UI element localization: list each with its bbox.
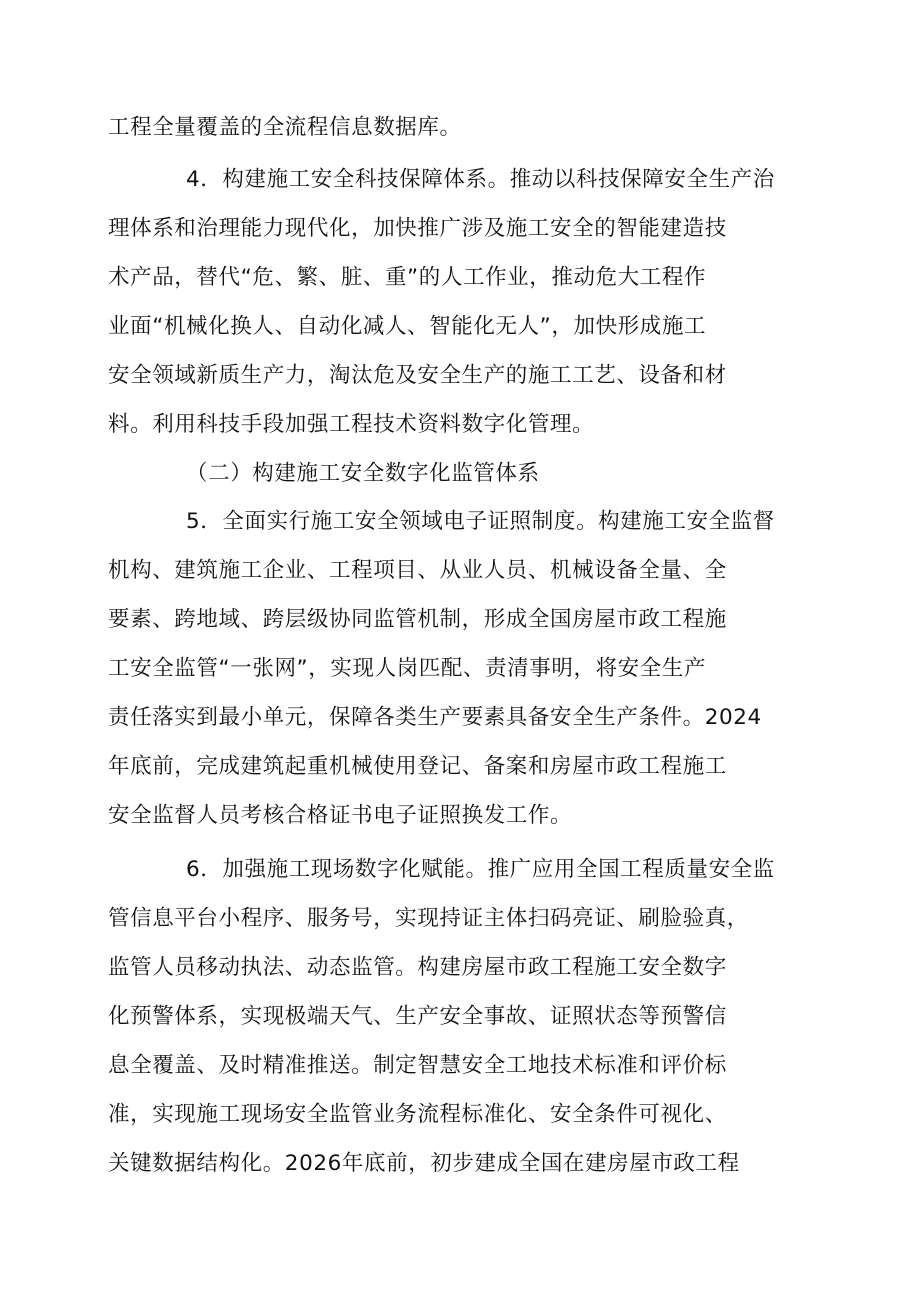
text-line: 工安全监管“一张网”，实现人岗匹配、责清事明，将安全生产 [108, 656, 707, 681]
list-item-heading-6: 6．加强施工现场数字化赋能。推广应用全国工程质量安全监 [186, 857, 775, 882]
text-line: 化预警体系，实现极端天气、生产安全事故、证照状态等预警信 [108, 1004, 727, 1029]
text-line: 工程全量覆盖的全流程信息数据库。 [108, 115, 462, 140]
text-line: 业面“机械化换人、自动化减人、智能化无人”，加快形成施工 [108, 314, 707, 339]
text-line: 监管人员移动执法、动态监管。构建房屋市政工程施工安全数字 [108, 955, 727, 980]
text-line: 息全覆盖、及时精准推送。制定智慧安全工地技术标准和评价标 [108, 1053, 727, 1078]
text-line: 关键数据结构化。2026年底前，初步建成全国在建房屋市政工程 [108, 1151, 740, 1176]
text-line: 准，实现施工现场安全监管业务流程标准化、安全条件可视化、 [108, 1102, 727, 1127]
list-item-heading-5: 5．全面实行施工安全领域电子证照制度。构建施工安全监督 [186, 509, 775, 534]
text-line: 要素、跨地域、跨层级协同监管机制，形成全国房屋市政工程施 [108, 607, 727, 632]
text-line: 术产品，替代“危、繁、脏、重”的人工作业，推动危大工程作 [108, 265, 707, 290]
section-heading: （二）构建施工安全数字化监管体系 [186, 461, 540, 486]
text-line: 料。利用科技手段加强工程技术资料数字化管理。 [108, 412, 595, 437]
list-item-heading-4: 4．构建施工安全科技保障体系。推动以科技保障安全生产治 [186, 167, 775, 192]
text-line: 理体系和治理能力现代化，加快推广涉及施工安全的智能建造技 [108, 216, 727, 241]
text-line: 机构、建筑施工企业、工程项目、从业人员、机械设备全量、全 [108, 558, 727, 583]
text-line: 管信息平台小程序、服务号，实现持证主体扫码亮证、刷脸验真， [108, 906, 749, 931]
text-line: 年底前，完成建筑起重机械使用登记、备案和房屋市政工程施工 [108, 754, 727, 779]
text-line: 安全监督人员考核合格证书电子证照换发工作。 [108, 803, 573, 828]
text-line: 责任落实到最小单元，保障各类生产要素具备安全生产条件。2024 [108, 705, 762, 730]
text-line: 安全领域新质生产力，淘汰危及安全生产的施工工艺、设备和材 [108, 363, 727, 388]
